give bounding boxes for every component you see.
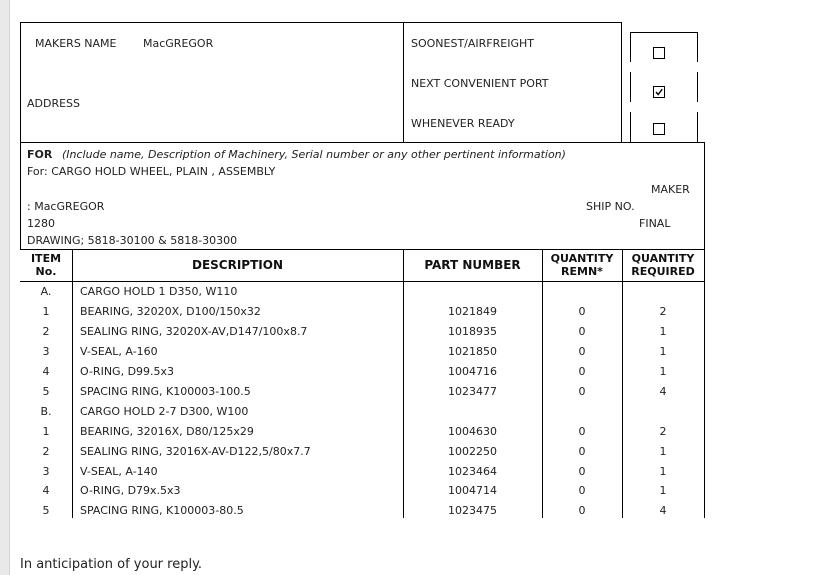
qty-required: 1 xyxy=(659,325,667,338)
description: SEALING RING, 32016X-AV-D122,5/80x7.7 xyxy=(80,445,311,458)
description: SPACING RING, K100003-80.5 xyxy=(80,504,244,517)
part-number: 1021850 xyxy=(448,345,497,358)
part-number: 1004630 xyxy=(448,425,497,438)
qty-required: 1 xyxy=(659,365,667,378)
page-edge xyxy=(0,0,10,575)
description: SEALING RING, 32020X-AV,D147/100x8.7 xyxy=(80,325,308,338)
qty-remain: 0 xyxy=(578,365,586,378)
qty-remain: 0 xyxy=(578,445,586,458)
qty-required: 1 xyxy=(659,484,667,497)
whenever-checkbox[interactable] xyxy=(653,123,665,135)
item-no: 4 xyxy=(42,484,50,497)
delivery-option-next-port: NEXT CONVENIENT PORT xyxy=(411,77,549,90)
qty-remain: 0 xyxy=(578,425,586,438)
qty-remain: 0 xyxy=(578,504,586,517)
part-number: 1002250 xyxy=(448,445,497,458)
qty-remain: 0 xyxy=(578,345,586,358)
makers-name-value: MacGREGOR xyxy=(143,37,214,50)
part-number: 1023464 xyxy=(448,465,497,478)
item-no: 2 xyxy=(42,445,50,458)
description: BEARING, 32020X, D100/150x32 xyxy=(80,305,261,318)
divider-delivery xyxy=(403,22,404,142)
qty-remain: 0 xyxy=(578,484,586,497)
soonest-checkbox[interactable] xyxy=(653,47,665,59)
drawing-value: DRAWING; 5818-30100 & 5818-30300 xyxy=(27,234,238,247)
final-label: FINAL xyxy=(639,217,671,230)
right-border-top xyxy=(621,22,622,142)
delivery-option-soonest: SOONEST/AIRFREIGHT xyxy=(411,37,534,50)
item-no: 3 xyxy=(42,345,50,358)
header-description: DESCRIPTION xyxy=(191,258,283,272)
address-label: ADDRESS xyxy=(27,97,81,110)
table-header-bottom xyxy=(20,281,704,282)
right-border-main xyxy=(704,142,705,518)
col-divider-item xyxy=(72,249,73,518)
qty-remain: 0 xyxy=(578,465,586,478)
for-label: FOR xyxy=(27,148,53,161)
description: BEARING, 32016X, D80/125x29 xyxy=(80,425,254,438)
qty-remain: 0 xyxy=(578,385,586,398)
part-number: 1004716 xyxy=(448,365,497,378)
description: O-RING, D79x.5x3 xyxy=(80,484,181,497)
check-icon xyxy=(654,87,664,97)
header-qty-required: QUANTITY REQUIRED xyxy=(631,252,695,278)
qty-required: 4 xyxy=(659,385,667,398)
qty-remain: 0 xyxy=(578,305,586,318)
qty-required: 4 xyxy=(659,504,667,517)
for-line: For: CARGO HOLD WHEEL, PLAIN , ASSEMBLY xyxy=(27,165,276,178)
for-left-border xyxy=(20,142,21,250)
item-no: 4 xyxy=(42,365,50,378)
next-port-checkbox[interactable] xyxy=(653,86,665,98)
qty-required: 2 xyxy=(659,305,667,318)
item-no: 2 xyxy=(42,325,50,338)
description: V-SEAL, A-140 xyxy=(80,465,158,478)
makers-name-label: MAKERS NAME xyxy=(35,37,117,50)
item-no: B. xyxy=(40,405,52,418)
item-no: 1 xyxy=(42,425,50,438)
item-no: 3 xyxy=(42,465,50,478)
item-no: 5 xyxy=(42,504,50,517)
item-no: 5 xyxy=(42,385,50,398)
qty-required: 1 xyxy=(659,465,667,478)
item-no: A. xyxy=(40,285,52,298)
maker-label: MAKER xyxy=(651,183,690,196)
description: SPACING RING, K100003-100.5 xyxy=(80,385,251,398)
qty-required: 2 xyxy=(659,425,667,438)
description: CARGO HOLD 1 D350, W110 xyxy=(80,285,238,298)
description: CARGO HOLD 2-7 D300, W100 xyxy=(80,405,249,418)
part-number: 1018935 xyxy=(448,325,497,338)
description: V-SEAL, A-160 xyxy=(80,345,158,358)
part-number: 1023477 xyxy=(448,385,497,398)
left-border-top xyxy=(20,22,21,142)
description: O-RING, D99.5x3 xyxy=(80,365,175,378)
table-top-border xyxy=(20,249,704,250)
item-no: 1 xyxy=(42,305,50,318)
for-hint: (Include name, Description of Machinery, Serial number or any other pertinent information) xyxy=(62,148,566,161)
part-number: 1004714 xyxy=(448,484,497,497)
ship-no-label: SHIP NO. xyxy=(586,200,635,213)
maker-value: : MacGREGOR xyxy=(27,200,105,213)
part-number: 1023475 xyxy=(448,504,497,517)
closing-text: In anticipation of your reply. xyxy=(20,557,203,572)
top-border xyxy=(20,22,622,23)
for-top-border xyxy=(20,142,704,143)
delivery-option-whenever: WHENEVER READY xyxy=(411,117,515,130)
header-item: ITEM No. xyxy=(30,252,62,278)
part-number: 1021849 xyxy=(448,305,497,318)
number-value: 1280 xyxy=(27,217,55,230)
qty-remain: 0 xyxy=(578,325,586,338)
qty-required: 1 xyxy=(659,345,667,358)
qty-required: 1 xyxy=(659,445,667,458)
header-qty-remain: QUANTITY REMN* xyxy=(550,252,614,278)
header-part-number: PART NUMBER xyxy=(424,258,521,272)
